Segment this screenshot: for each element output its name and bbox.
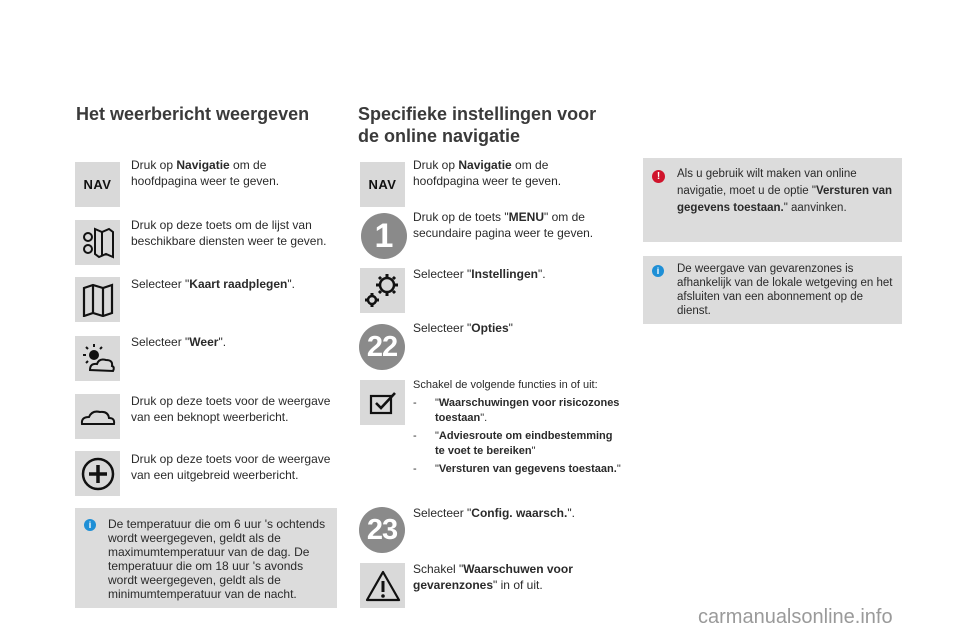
warning-icon: ! bbox=[652, 170, 665, 183]
step-number-23: 23 bbox=[359, 507, 405, 553]
step-number-1: 1 bbox=[361, 213, 407, 259]
settings-gears-icon bbox=[363, 271, 403, 311]
settings-button[interactable] bbox=[360, 268, 405, 313]
left-step-3: Selecteer "Kaart raadplegen". bbox=[131, 277, 295, 291]
options-checkbox-button[interactable] bbox=[360, 380, 405, 425]
cloud-icon bbox=[79, 407, 117, 427]
temperature-info-panel bbox=[75, 508, 337, 608]
nav-button[interactable] bbox=[360, 162, 405, 207]
temperature-info-text: De temperatuur die om 6 uur 's ochtends wordt weergegeven, geldt als de maximumtemperatuur van de dag. De temperatuur die om 18 uur 's avonds wordt weergegeven, geldt als de minimumtemperatuur van de nacht. bbox=[108, 517, 326, 601]
left-step-2: Druk op deze toets om de lijst van beschikbare diensten weer te geven. bbox=[131, 218, 327, 248]
map-icon bbox=[81, 283, 115, 317]
middle-step-3: Selecteer "Instellingen". bbox=[413, 267, 546, 281]
function-item-send-data: - "Versturen van gegevens toestaan." bbox=[413, 463, 621, 475]
hazard-warning-button[interactable] bbox=[360, 563, 405, 608]
info-icon: i bbox=[652, 265, 664, 277]
nav-button[interactable] bbox=[75, 162, 120, 207]
warning-triangle-icon bbox=[365, 570, 401, 602]
function-list bbox=[413, 396, 623, 480]
middle-step-7: Schakel "Waarschuwen voor gevarenzones" in of uit. bbox=[413, 562, 573, 592]
function-item-walking-route: - "Adviesroute om eindbestemming te voet te bereiken" bbox=[413, 430, 613, 457]
left-step-4: Selecteer "Weer". bbox=[131, 335, 227, 349]
middle-section-title: Specifieke instellingen voor de online navigatie bbox=[358, 104, 597, 146]
services-list-button[interactable] bbox=[75, 220, 120, 265]
hazard-zones-info-text: De weergave van gevarenzones is afhankelijk van de lokale wetgeving en het afsluiten van een abonnement op de dienst. bbox=[677, 263, 893, 317]
online-navigation-warning-text: Als u gebruik wilt maken van online navigatie, moet u de optie "Versturen van gegevens toestaan." aanvinken. bbox=[677, 168, 893, 214]
menu-settings-icon bbox=[80, 226, 116, 260]
short-forecast-button[interactable] bbox=[75, 394, 120, 439]
weather-button[interactable] bbox=[75, 336, 120, 381]
left-section-title: Het weerbericht weergeven bbox=[76, 104, 310, 124]
left-step-6: Druk op deze toets voor de weergave van een uitgebreid weerbericht. bbox=[131, 452, 331, 482]
detailed-forecast-button[interactable] bbox=[75, 451, 120, 496]
step-number-22: 22 bbox=[359, 324, 405, 370]
hazard-zones-info-panel bbox=[643, 256, 902, 324]
info-icon: i bbox=[84, 519, 96, 531]
nav-label: NAV bbox=[83, 177, 112, 192]
weather-icon bbox=[80, 342, 116, 376]
online-navigation-warning-panel bbox=[643, 158, 902, 242]
watermark: carmanualsonline.info bbox=[698, 606, 893, 628]
left-step-5: Druk op deze toets voor de weergave van een beknopt weerbericht. bbox=[131, 394, 331, 424]
middle-step-1: Druk op Navigatie om de hoofdpagina weer te geven. bbox=[413, 158, 562, 188]
function-item-hazard-zones: - "Waarschuwingen voor risicozones toestaan". bbox=[413, 397, 620, 424]
map-button[interactable] bbox=[75, 277, 120, 322]
checkbox-icon bbox=[368, 390, 398, 416]
middle-step-4: Selecteer "Opties" bbox=[413, 321, 513, 335]
nav-label: NAV bbox=[368, 177, 397, 192]
left-step-1: Druk op Navigatie om de hoofdpagina weer te geven. bbox=[131, 158, 280, 188]
middle-step-6: Selecteer "Config. waarsch.". bbox=[413, 506, 575, 520]
plus-icon bbox=[81, 457, 115, 491]
middle-step-2: Druk op de toets "MENU" om de secundaire pagina weer te geven. bbox=[413, 210, 594, 240]
middle-step-5-intro: Schakel de volgende functies in of uit: bbox=[413, 379, 598, 391]
